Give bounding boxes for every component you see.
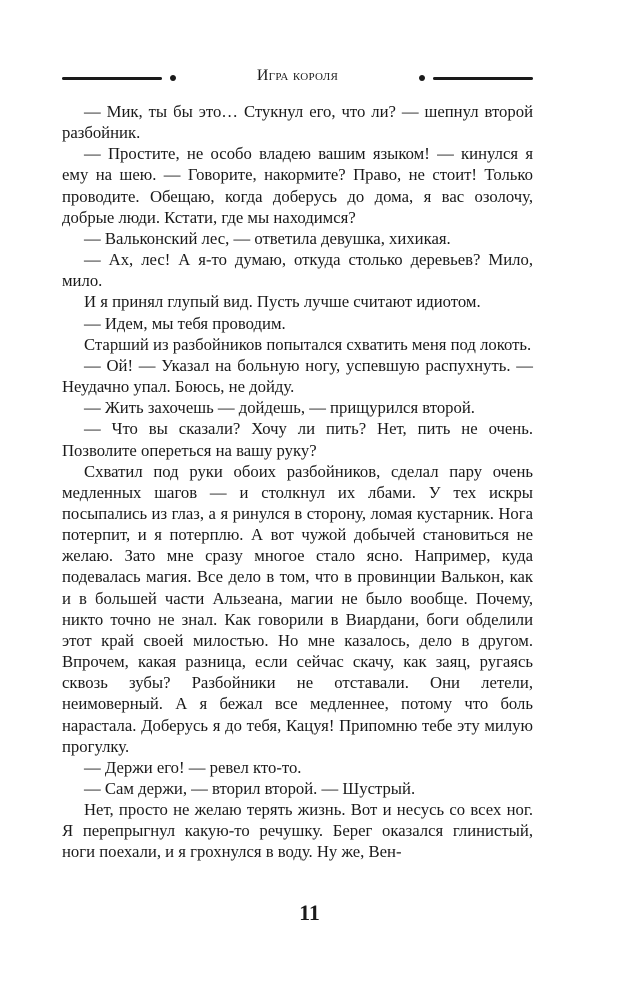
paragraph: — Ой! — Указал на больную ногу, успевшую распухнуть. — Неудачно упал. Боюсь, не дойду. [62, 355, 533, 397]
paragraph: — Жить захочешь — дойдешь, — прищурился второй. [84, 398, 475, 418]
page-number: 11 [299, 900, 320, 925]
paragraph: Старший из разбойников попытался схватить меня под локоть. [84, 334, 532, 354]
running-header [62, 64, 533, 92]
body-text [62, 101, 533, 863]
header-ornament-dot-right [419, 75, 425, 81]
paragraph: Нет, просто не желаю терять жизнь. Вот и несусь со всех ног. Я перепрыгнул какую-то речушку. Берег оказался глинистый, ноги поехали, и я грохнулся в воду. Ну же, Вен- [62, 800, 533, 862]
paragraph: И я принял глупый вид. Пусть лучше считают идиотом. [84, 292, 481, 312]
paragraph: — Сам держи, — вторил второй. — Шустрый. [84, 779, 416, 798]
paragraph: — Мик, ты бы это… Стукнул его, что ли? — шепнул второй разбойник. [62, 102, 533, 143]
paragraph: Схватил под руки обоих разбойников, сделал пару очень медленных шагов — и столкнул их лбами. У тех искры посыпались из глаз, а я ринулся в сторону, ломая кустарник. Нога потерпит, и я потерплю. А вот чужой добычей становиться не желаю. Зато мне сразу многое стало ясно. Например, куда подевалась магия. Все дело в том, что в провинции Валькон, как и в большей части Альзеана, магии не было вообще. Почему, никто точно не знал. Как говорили в Виардани, боги обделили этот край своей милостью. Но мне казалось, дело в другом. Впрочем, какая разница, если сейчас скачу, как заяц, ругаясь сквозь зубы? Разбойники не отставали. Они летели, неимоверный. А я бежал все медленнее, потому что боль нарастала. Доберусь я до тебя, Кацуя! Припомню тебе эту милую прогулку. [62, 461, 533, 756]
paragraph: — Идем, мы тебя проводим. [84, 313, 286, 333]
paragraph: — Вальконский лес, — ответила девушка, хихикая. [84, 228, 451, 248]
running-title: Игра короля [256, 67, 339, 84]
paragraph: — Что вы сказали? Хочу ли пить? Нет, пить не очень. Позволите опереться на вашу руку? [62, 419, 533, 460]
paragraph: — Ах, лес! А я-то думаю, откуда столько деревьев? Мило, мило. [62, 250, 533, 291]
header-rule-right [433, 77, 533, 80]
paragraph: — Простите, не особо владею вашим языком! — кинулся я ему на шею. — Говорите, накормите? Право, не стоит! Только проводите. Обещаю, когда доберусь до дома, я вас озолочу, добрые люди. Кстати, где мы находимся? [62, 144, 533, 227]
paragraph: — Держи его! — ревел кто-то. [84, 757, 302, 777]
